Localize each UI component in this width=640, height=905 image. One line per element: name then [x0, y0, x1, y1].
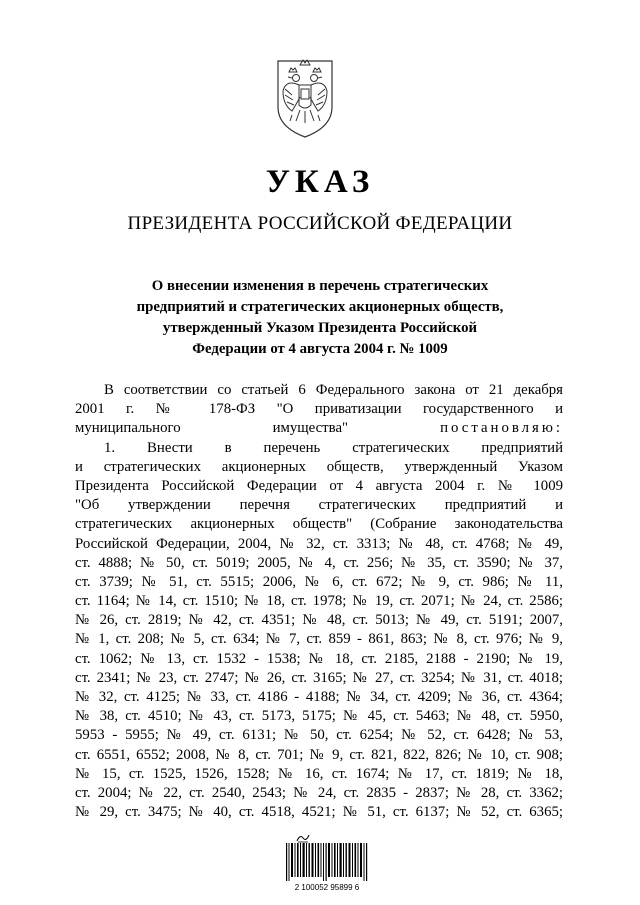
item1-line: "Об утверждении перечня стратегических предприятий и	[75, 497, 563, 514]
item1-line: № 29, ст. 3475; № 40, ст. 4518, 4521; № 51, ст. 6137; № 52, ст. 6365;	[75, 804, 563, 821]
heading-line: предприятий и стратегических акционерных обществ,	[136, 299, 504, 315]
document-title: УКАЗ	[265, 164, 375, 200]
item1-line: 1. Внести в перечень стратегических предприятий	[104, 439, 563, 456]
heading-line: Федерации от 4 августа 2004 г. № 1009	[192, 341, 448, 357]
item1-line: ст. 3739; № 51, ст. 5515; 2006, № 6, ст. 672; № 9, ст. 986; № 11,	[75, 573, 563, 590]
decree-word: постановляю:	[440, 420, 564, 437]
item1-line: стратегических акционерных обществ" (Собрание законодательства	[75, 516, 563, 533]
item1-line: № 26, ст. 2819; № 42, ст. 4351; № 48, ст. 5013; № 49, ст. 5191; 2007,	[75, 612, 563, 629]
item1-line: ст. 6551, 6552; 2008, № 8, ст. 701; № 9, ст. 821, 822, 826; № 10, ст. 908;	[75, 746, 563, 763]
barcode-stamp	[282, 833, 372, 895]
preamble-line: 2001 г. № 178-ФЗ "О приватизации государственного и	[75, 401, 563, 418]
item1-line: Российской Федерации, 2004, № 32, ст. 3313; № 48, ст. 4768; № 49,	[75, 535, 563, 552]
preamble-line: В соответствии со статьей 6 Федерального закона от 21 декабря	[104, 382, 563, 398]
item1-line: Президента Российской Федерации от 4 августа 2004 г. № 1009	[75, 477, 563, 494]
scribble-mark-icon	[296, 833, 310, 843]
document-subtitle: ПРЕЗИДЕНТА РОССИЙСКОЙ ФЕДЕРАЦИИ	[127, 213, 513, 234]
item1-line: № 32, ст. 4125; № 33, ст. 4186 - 4188; № 34, ст. 4209; № 36, ст. 4364;	[75, 689, 563, 705]
item1-line: № 15, ст. 1525, 1526, 1528; № 16, ст. 1674; № 17, ст. 1819; № 18,	[75, 765, 563, 782]
preamble-text: муниципального имущества"	[75, 420, 349, 437]
item1-line: ст. 1164; № 14, ст. 1510; № 18, ст. 1978; № 19, ст. 2071; № 24, ст. 2586;	[75, 593, 563, 610]
document-body	[75, 381, 563, 822]
item1-line: и стратегических акционерных обществ, утвержденный Указом	[75, 458, 563, 475]
document-heading	[100, 276, 540, 360]
heading-line: утвержденный Указом Президента Российской	[162, 320, 478, 336]
item1-line: № 1, ст. 208; № 5, ст. 634; № 7, ст. 859 - 861, 863; № 8, ст. 976; № 9,	[75, 631, 563, 648]
item1-line: ст. 4888; № 50, ст. 5019; 2005, № 4, ст. 256; № 35, ст. 3590; № 37,	[75, 554, 563, 571]
barcode-icon	[286, 843, 368, 881]
item1-line: ст. 2004; № 22, ст. 2540, 2543; № 24, ст. 2835 - 2837; № 28, ст. 3362;	[75, 784, 563, 801]
heading-line: О внесении изменения в перечень стратегических	[151, 278, 489, 294]
item1-line: ст. 2341; № 23, ст. 2747; № 26, ст. 3165; № 27, ст. 3254; № 31, ст. 4018;	[75, 669, 563, 686]
barcode-number: 2 100052 95899 6	[294, 883, 360, 892]
item1-line: 5953 - 5955; № 49, ст. 6131; № 50, ст. 6254; № 52, ст. 6428; № 53,	[75, 727, 563, 744]
russian-coat-of-arms-icon	[270, 55, 340, 140]
preamble-line	[75, 419, 563, 438]
item1-line: № 38, ст. 4510; № 43, ст. 5173, 5175; № 45, ст. 5463; № 48, ст. 5950,	[75, 708, 563, 725]
item1-line: ст. 1062; № 13, ст. 1532 - 1538; № 18, ст. 2185, 2188 - 2190; № 19,	[75, 650, 563, 667]
